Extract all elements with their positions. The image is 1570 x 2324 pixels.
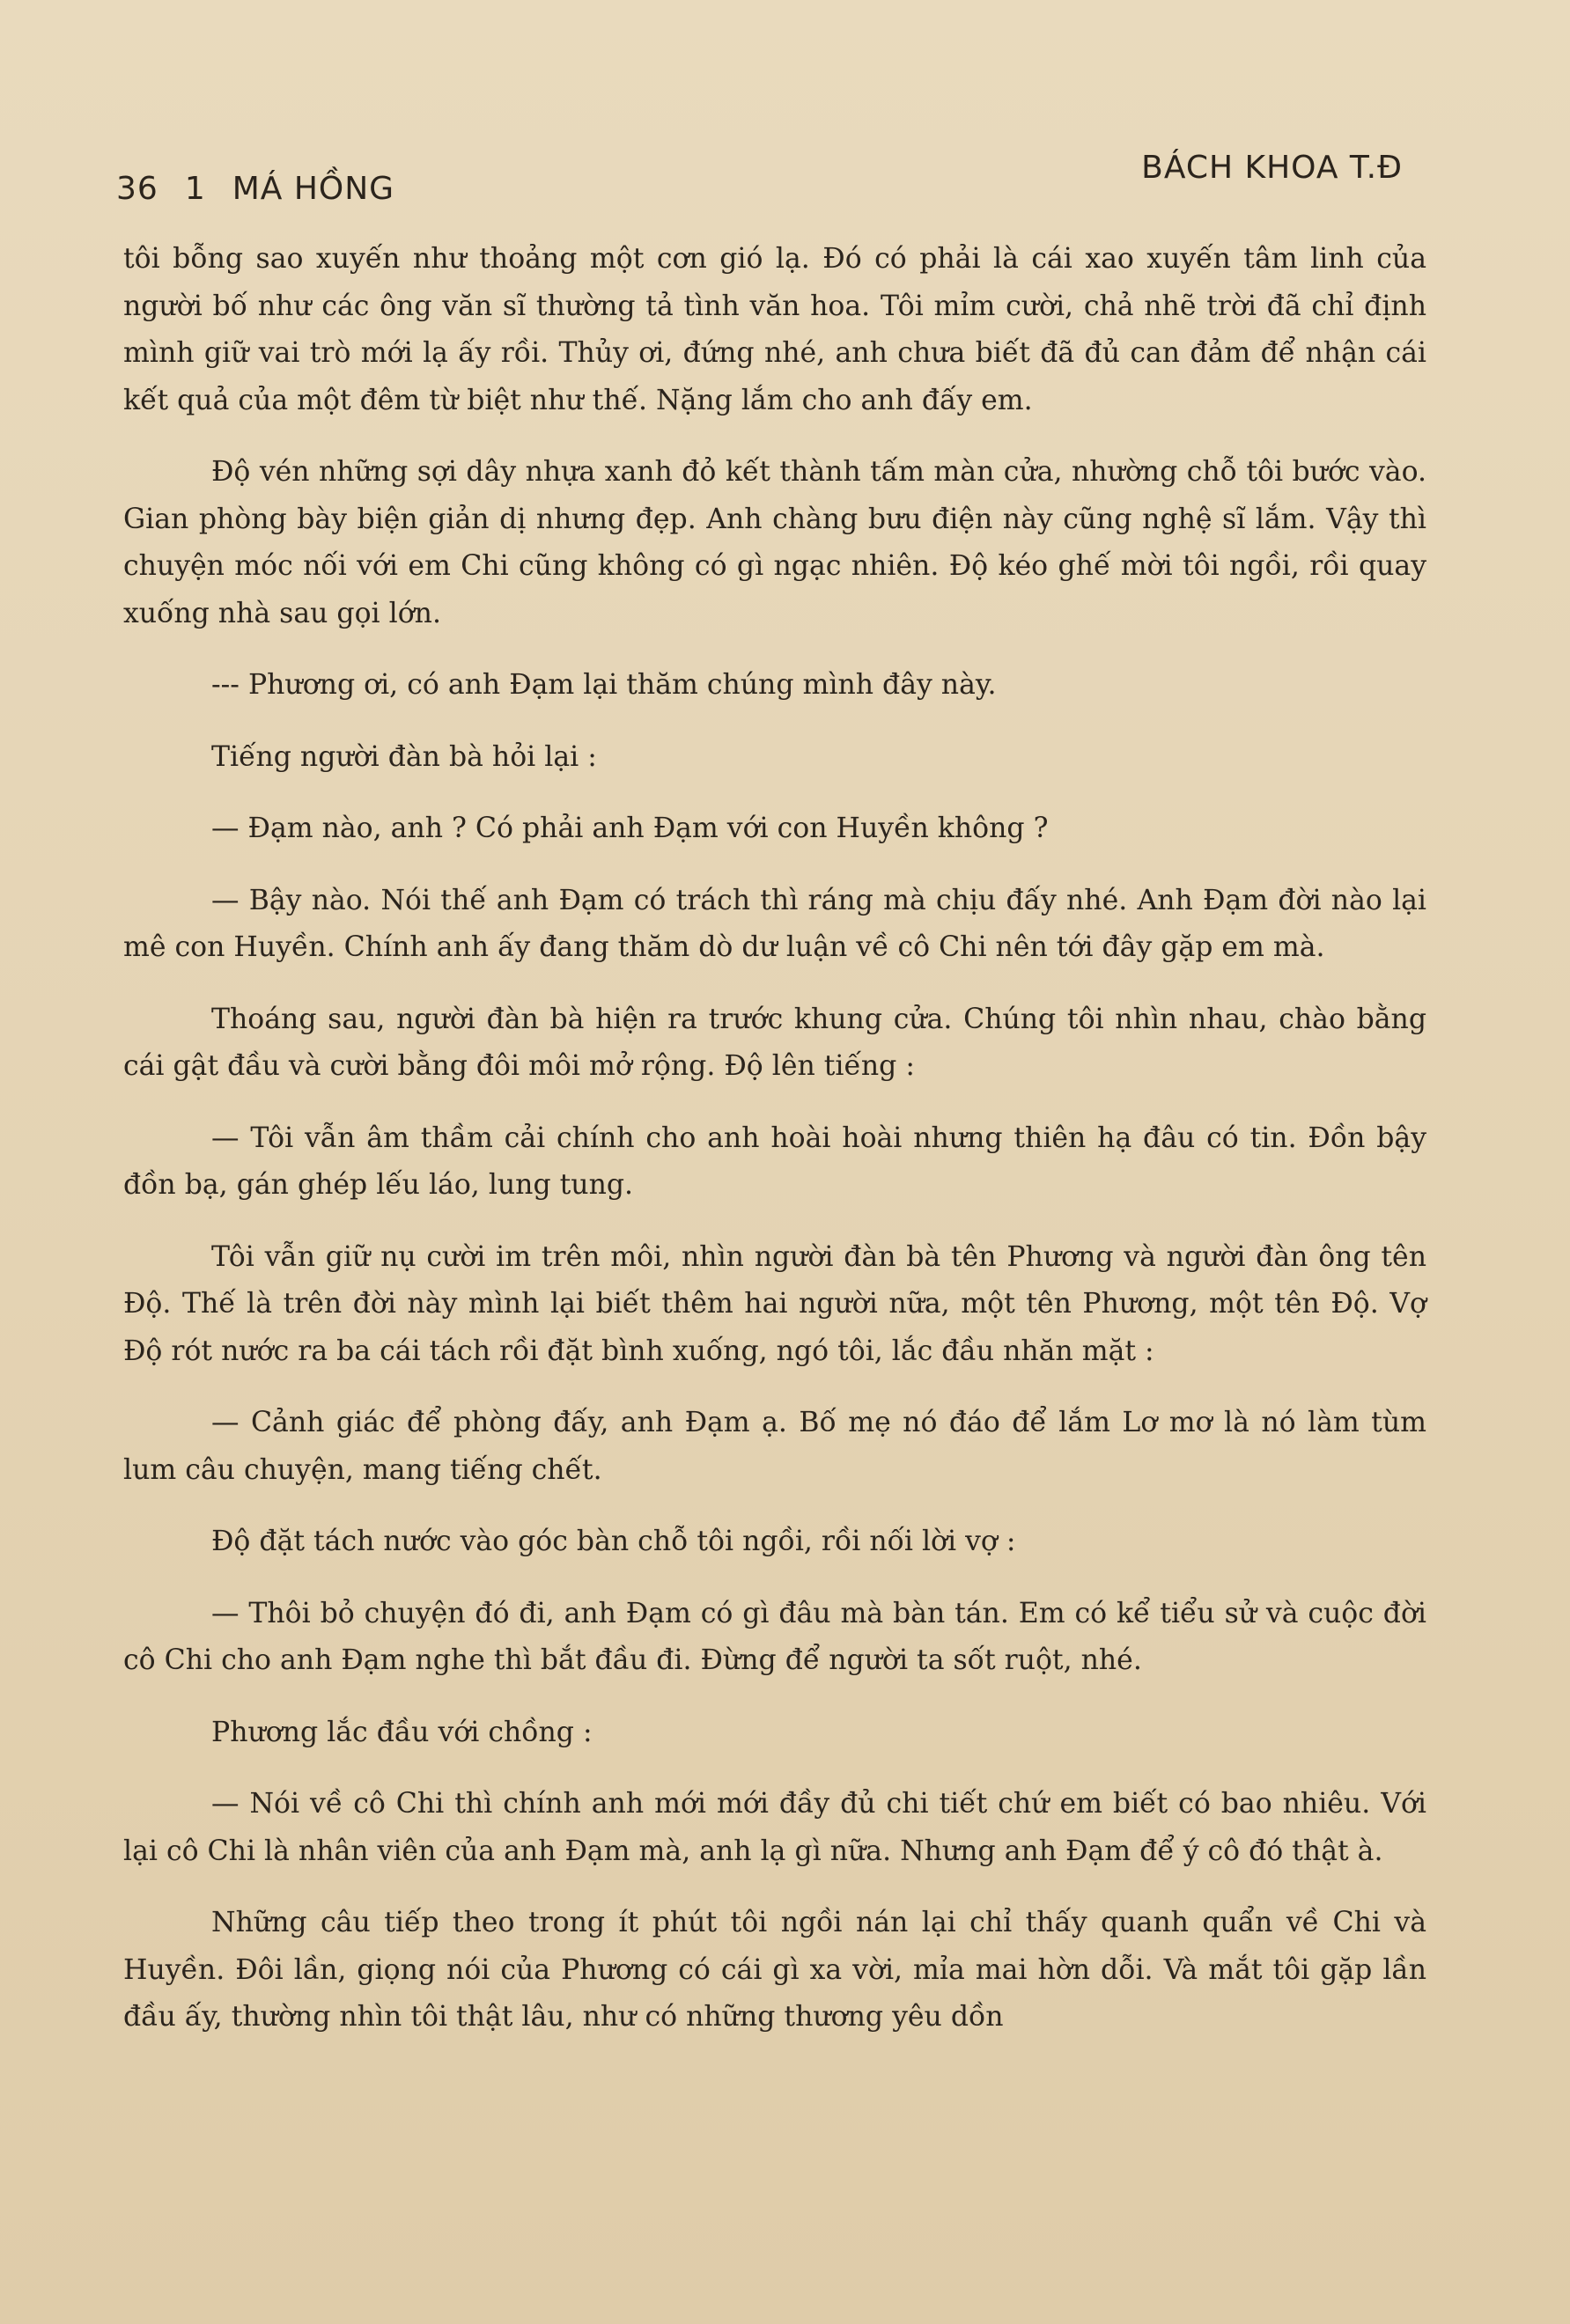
dialogue-line: — Tôi vẫn âm thầm cải chính cho anh hoài hoài nhưng thiên hạ đâu có tin. Đồn bậy đồn bạ, gán ghép lếu láo, lung tung. — [123, 1122, 1426, 1201]
header-left — [116, 171, 421, 207]
running-header — [116, 150, 1403, 207]
paragraph: Những câu tiếp theo trong ít phút tôi ngồi nán lại chỉ thấy quanh quẩn về Chi và Huyền. Đôi lần, giọng nói của Phương có cái gì xa vời, mỉa mai hờn dỗi. Và mắt tôi gặp lần đầu ấy, thường nhìn tôi thật lâu, như có những thương yêu dồn — [123, 1907, 1426, 2033]
paragraph: Độ vén những sợi dây nhựa xanh đỏ kết thành tấm màn cửa, nhường chỗ tôi bước vào. Gian phòng bày biện giản dị nhưng đẹp. Anh chàng bưu điện này cũng nghệ sĩ lắm. Vậy thì chuyện móc nối với em Chi cũng không có gì ngạc nhiên. Độ kéo ghế mời tôi ngồi, rồi quay xuống nhà sau gọi lớn. — [123, 456, 1426, 629]
dialogue-line: --- Phương ơi, có anh Đạm lại thăm chúng mình đây này. — [211, 669, 997, 701]
body-text — [123, 236, 1426, 2066]
dialogue-line: — Cảnh giác để phòng đấy, anh Đạm ạ. Bố mẹ nó đáo để lắm Lơ mơ là nó làm tùm lum câu chuyện, mang tiếng chết. — [123, 1407, 1426, 1486]
header-separator: 1 — [184, 171, 206, 207]
paragraph: Độ đặt tách nước vào góc bàn chỗ tôi ngồi, rồi nối lời vợ : — [211, 1526, 1016, 1557]
publication-title: BÁCH KHOA T.Đ — [1141, 150, 1403, 186]
paragraph: Thoáng sau, người đàn bà hiện ra trước khung cửa. Chúng tôi nhìn nhau, chào bằng cái gật đầu và cười bằng đôi môi mở rộng. Độ lên tiếng : — [123, 1003, 1426, 1082]
page-number: 36 — [116, 171, 158, 207]
paragraph: tôi bỗng sao xuyến như thoảng một cơn gió lạ. Đó có phải là cái xao xuyến tâm linh của người bố như các ông văn sĩ thường tả tình văn hoa. Tôi mỉm cười, chả nhẽ trời đã chỉ định mình giữ vai trò mới lạ ấy rồi. Thủy ơi, đứng nhé, anh chưa biết đã đủ can đảm để nhận cái kết quả của một đêm từ biệt như thế. Nặng lắm cho anh đấy em. — [123, 243, 1426, 416]
dialogue-line: — Bậy nào. Nói thế anh Đạm có trách thì ráng mà chịu đấy nhé. Anh Đạm đời nào lại mê con Huyền. Chính anh ấy đang thăm dò dư luận về cô Chi nên tới đây gặp em mà. — [123, 884, 1426, 963]
section-title: MÁ HỒNG — [232, 171, 395, 207]
paragraph: Tiếng người đàn bà hỏi lại : — [211, 740, 597, 773]
dialogue-line: — Đạm nào, anh ? Có phải anh Đạm với con Huyền không ? — [211, 813, 1049, 844]
dialogue-line: — Thôi bỏ chuyện đó đi, anh Đạm có gì đâu mà bàn tán. Em có kể tiểu sử và cuộc đời cô Chi cho anh Đạm nghe thì bắt đầu đi. Đừng để người ta sốt ruột, nhé. — [123, 1597, 1426, 1676]
dialogue-line: — Nói về cô Chi thì chính anh mới mới đầy đủ chi tiết chứ em biết có bao nhiêu. Với lại cô Chi là nhân viên của anh Đạm mà, anh lạ gì nữa. Nhưng anh Đạm để ý cô đó thật à. — [123, 1788, 1426, 1867]
paragraph: Tôi vẫn giữ nụ cười im trên môi, nhìn người đàn bà tên Phương và người đàn ông tên Độ. Thế là trên đời này mình lại biết thêm hai người nữa, một tên Phương, một tên Độ. Vợ Độ rót nước ra ba cái tách rồi đặt bình xuống, ngó tôi, lắc đầu nhăn mặt : — [123, 1240, 1426, 1367]
paragraph: Phương lắc đầu với chồng : — [211, 1716, 593, 1748]
